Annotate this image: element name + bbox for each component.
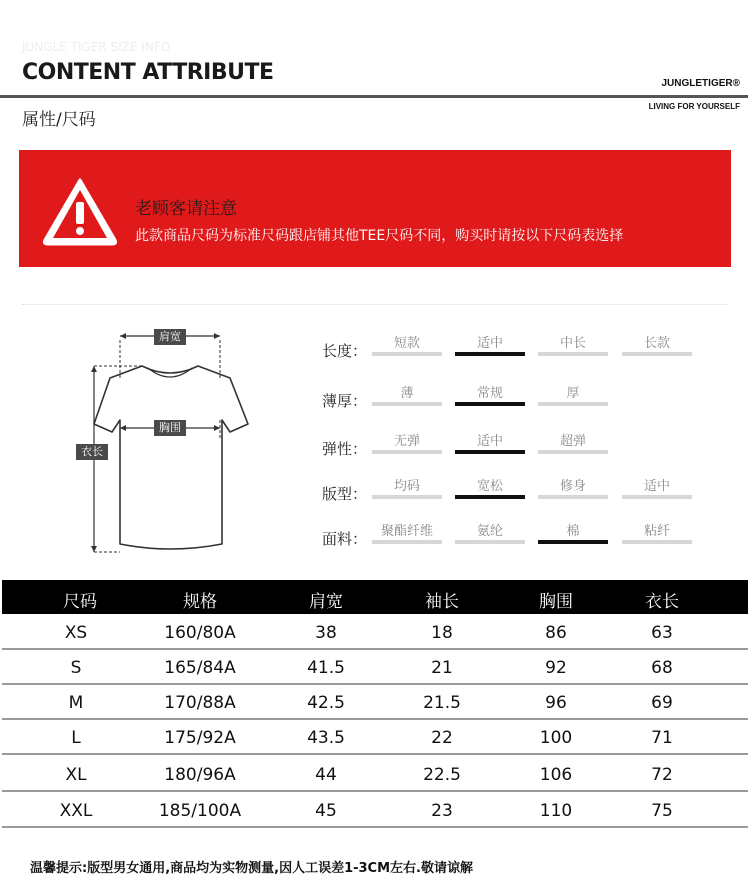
table-row	[2, 650, 748, 685]
attr-bar	[622, 540, 692, 544]
attr-bar	[538, 495, 608, 499]
table-cell: XS	[64, 623, 88, 643]
attr-option: 长款	[643, 336, 670, 351]
column-header: 袖长	[425, 592, 459, 612]
table-cell: 18	[431, 623, 453, 643]
attr-bar	[372, 450, 442, 454]
attr-bar	[538, 450, 608, 454]
attr-option: 宽松	[476, 479, 503, 494]
warning-triangle-icon	[41, 176, 119, 246]
attr-option: 无弹	[393, 434, 420, 449]
attr-bar-selected	[455, 450, 525, 454]
table-cell: 92	[545, 658, 567, 678]
attr-bar	[372, 540, 442, 544]
table-cell: 22.5	[423, 765, 461, 785]
attr-bar	[538, 352, 608, 356]
table-cell: XXL	[59, 801, 93, 821]
attr-option: 适中	[643, 479, 670, 494]
brand-logo: JUNGLETIGER®	[661, 78, 740, 89]
table-cell: XL	[65, 765, 87, 785]
table-cell: L	[71, 728, 81, 748]
table-row	[2, 720, 748, 755]
table-cell: 72	[651, 765, 673, 785]
attr-label: 弹性：	[322, 440, 368, 458]
notice-title: 老顾客请注意	[135, 199, 237, 219]
table-cell: 180/96A	[164, 765, 236, 785]
table-cell: 96	[545, 693, 567, 713]
attr-bar-selected	[538, 540, 608, 544]
header-divider	[0, 95, 748, 98]
attr-bar	[622, 352, 692, 356]
attr-option: 棉	[566, 524, 580, 539]
table-cell: 71	[651, 728, 673, 748]
page-title: CONTENT ATTRIBUTE	[22, 60, 274, 85]
attr-row-fit	[322, 471, 702, 501]
brand-tagline: LIVING FOR YOURSELF	[648, 102, 740, 111]
attr-option: 中长	[559, 336, 586, 351]
length-label: 衣长	[76, 444, 108, 460]
table-cell: 68	[651, 658, 673, 678]
attr-row-length	[322, 328, 702, 358]
table-cell: 160/80A	[164, 623, 236, 643]
notice-banner	[19, 150, 731, 267]
table-cell: 23	[431, 801, 453, 821]
section-divider	[22, 304, 728, 305]
table-cell: 45	[315, 801, 337, 821]
column-header: 肩宽	[309, 592, 343, 612]
attr-label: 面料：	[322, 530, 368, 548]
ghost-text: JUNGLE TIGER SIZE INFO	[22, 40, 171, 54]
column-header: 胸围	[539, 592, 573, 612]
attr-row-elasticity	[322, 426, 702, 456]
table-cell: 75	[651, 801, 673, 821]
attr-option: 厚	[566, 386, 580, 401]
table-cell: 100	[539, 728, 573, 748]
table-cell: 165/84A	[164, 658, 236, 678]
table-row	[2, 793, 748, 828]
notice-body: 此款商品尺码为标准尺码跟店铺其他TEE尺码不同，购买时请按以下尺码表选择	[135, 228, 624, 244]
attr-option: 聚酯纤维	[380, 524, 433, 539]
table-row	[2, 685, 748, 720]
table-cell: 44	[315, 765, 337, 785]
attr-bar	[622, 495, 692, 499]
attr-bar	[372, 495, 442, 499]
attr-option: 粘纤	[643, 524, 670, 539]
row-divider	[2, 753, 748, 755]
table-cell: 42.5	[307, 693, 345, 713]
table-cell: 110	[539, 801, 573, 821]
table-cell: 185/100A	[158, 801, 242, 821]
table-cell: 22	[431, 728, 453, 748]
attr-bar	[372, 352, 442, 356]
table-cell: 69	[651, 693, 673, 713]
table-cell: 41.5	[307, 658, 345, 678]
table-cell: M	[68, 693, 84, 713]
attr-row-fabric	[322, 516, 702, 546]
table-cell: 170/88A	[164, 693, 236, 713]
table-cell: 38	[315, 623, 337, 643]
row-divider	[2, 790, 748, 792]
attr-option: 均码	[393, 479, 420, 494]
attr-bar	[372, 402, 442, 406]
attr-bar-selected	[455, 495, 525, 499]
attr-row-thickness	[322, 378, 702, 408]
table-cell: 21	[431, 658, 453, 678]
page-header	[0, 0, 750, 140]
table-row	[2, 615, 748, 650]
table-cell: 63	[651, 623, 673, 643]
row-divider	[2, 826, 748, 828]
table-cell: 175/92A	[164, 728, 236, 748]
attr-option: 超弹	[559, 434, 586, 449]
tshirt-diagram	[70, 320, 270, 560]
column-header: 规格	[183, 592, 217, 612]
attr-label: 版型：	[322, 485, 368, 503]
shoulder-label: 肩宽	[154, 329, 186, 345]
attr-option: 氨纶	[476, 524, 503, 539]
attr-label: 薄厚：	[322, 392, 368, 410]
attr-bar-selected	[455, 352, 525, 356]
attr-option: 薄	[400, 386, 414, 401]
attr-bar	[455, 540, 525, 544]
attr-option: 短款	[393, 336, 420, 351]
table-cell: 86	[545, 623, 567, 643]
attr-option: 适中	[476, 336, 503, 351]
table-row	[2, 757, 748, 792]
attr-label: 长度：	[322, 342, 368, 360]
size-table-header	[2, 580, 748, 614]
footnote: 温馨提示:版型男女通用,商品均为实物测量,因人工误差1-3CM左右.敬请谅解	[30, 861, 473, 876]
attr-bar	[538, 402, 608, 406]
table-cell: 106	[539, 765, 573, 785]
tshirt-outline-icon	[70, 320, 270, 560]
page-subtitle: 属性/尺码	[22, 110, 96, 130]
chest-label: 胸围	[154, 420, 186, 436]
attr-option: 适中	[476, 434, 503, 449]
table-cell: S	[70, 658, 82, 678]
attr-bar-selected	[455, 402, 525, 406]
column-header: 尺码	[63, 592, 97, 612]
column-header: 衣长	[645, 592, 679, 612]
attr-option: 常规	[476, 386, 503, 401]
attr-option: 修身	[559, 479, 586, 494]
table-cell: 43.5	[307, 728, 345, 748]
table-cell: 21.5	[423, 693, 461, 713]
